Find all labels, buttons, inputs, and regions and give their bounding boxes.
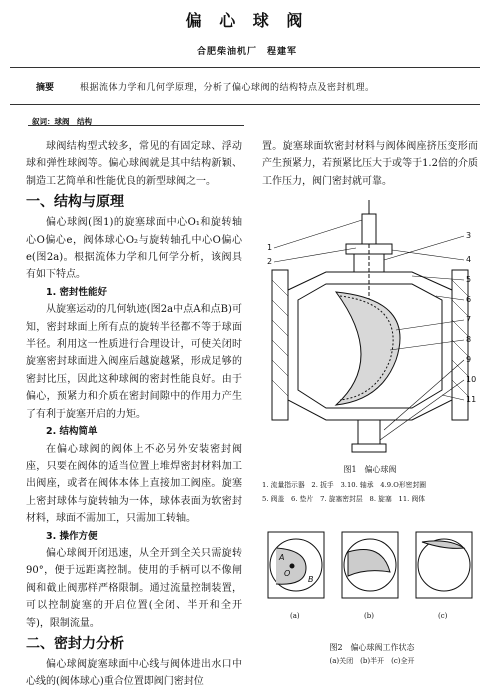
sub1-heading: 1. 密封性能好 bbox=[46, 286, 108, 298]
sub3-paragraph: 偏心球阀开闭迅速，从全开到全关只需旋转90°，便于远距离控制。使用的手柄可以不像闸阀和截止阀那样严格限制。通过流量控制装置，可以控制旋塞的开启位置(全闭、半开和全开等)，限制流量。 bbox=[26, 547, 242, 629]
state-b-plug bbox=[348, 550, 390, 577]
abstract-text: 根据流体力学和几何学原理，分析了偏心球阀的结构特点及密封机理。 bbox=[80, 83, 375, 93]
part-number-4: 4 bbox=[466, 255, 472, 264]
abstract-box bbox=[10, 67, 480, 105]
sublabel-b: (b) bbox=[364, 612, 374, 620]
sublabel-a: (a) bbox=[290, 612, 300, 620]
section1-paragraph: 偏心球阀(图1)的旋塞球面中心O₁和旋转轴心O偏心e，阀体球心O₂与旋转轴孔中心O偏心e(图2a)。根据流体力学和几何学分析，该阀具有如下特点。 bbox=[26, 217, 242, 281]
point-o-label: O bbox=[284, 569, 291, 578]
keywords: 叙词：球阀 结构 bbox=[32, 117, 92, 126]
plug bbox=[336, 292, 400, 405]
right-paragraph: 置。旋塞球面软密封材料与阀体阀座挤压变形而产生预紧力，若预紧比压大于或等于1.2倍的介质工作压力，阀门密封就可靠。 bbox=[262, 141, 478, 187]
stem-top bbox=[362, 214, 376, 244]
figure1-legend-line1: 1. 流量指示器 2. 扳手 3.10. 轴承 4.9.O形密封圈 bbox=[262, 481, 427, 489]
keywords-rule bbox=[28, 125, 244, 126]
sublabel-c: (c) bbox=[438, 612, 448, 620]
figure1-caption: 图1 偏心球阀 bbox=[343, 465, 397, 474]
bottom-bearing bbox=[358, 420, 380, 444]
point-b-label: B bbox=[308, 575, 314, 584]
paper-title: 偏 心 球 阀 bbox=[185, 11, 309, 30]
section1-heading: 一、结构与原理 bbox=[26, 194, 124, 211]
left-column bbox=[26, 138, 242, 691]
part-number-8: 8 bbox=[466, 335, 472, 344]
part-number-9: 9 bbox=[466, 355, 472, 364]
figure2-states-drawing bbox=[262, 520, 482, 620]
figure1-valve-drawing bbox=[266, 200, 482, 465]
right-column bbox=[262, 138, 478, 190]
part-number-5: 5 bbox=[466, 275, 472, 284]
section2-heading: 二、密封力分析 bbox=[26, 635, 124, 652]
section2-paragraph: 偏心球阀旋塞球面中心线与阀体进出水口中心线的(阀体球心)重合位置即阀门密封位 bbox=[26, 658, 242, 688]
sub2-heading: 2. 结构简单 bbox=[46, 426, 98, 438]
figure1-legend bbox=[262, 478, 482, 506]
author-affiliation: 合肥柴油机厂 程建军 bbox=[196, 47, 297, 57]
sub2-paragraph: 在偏心球阀的阀体上不必另外安装密封阀座，只要在阀体的适当位置上堆焊密封材料加工出阀座，或者在阀体本体上直接加工阀座。旋塞上密封球体与旋转轴为一体，球体表面为软密封材料，球面不需加工，只需加工转轴。 bbox=[26, 443, 242, 525]
part-number-6: 6 bbox=[466, 295, 472, 304]
sub3-heading: 3. 操作方便 bbox=[46, 530, 98, 542]
sub1-paragraph: 从旋塞运动的几何轨迹(图2a中点A和点B)可知，密封球面上所有点的旋转半径都不等于球面半径。利用这一性质进行合理设计，可使关闭时旋塞密封球面进入阀座后越旋越紧，形成足够的密封比压，因此这种球阀的密封性能良好。由于偏心，预紧力和介质在密封间隙中的作用力产生了有利于旋塞开启的力矩。 bbox=[26, 304, 242, 420]
part-number-11: 11 bbox=[466, 395, 477, 404]
part-number-1: 1 bbox=[267, 243, 273, 252]
point-a-label: A bbox=[279, 553, 285, 562]
part-number-2: 2 bbox=[267, 257, 273, 266]
part-number-3: 3 bbox=[466, 231, 472, 240]
part-number-7: 7 bbox=[466, 315, 472, 324]
abstract-label: 摘要 bbox=[36, 83, 55, 93]
intro-paragraph: 球阀结构型式较多，常见的有固定球、浮动球和弹性球阀等。偏心球阀就是其中结构新颖、制造工艺简单和性能优良的新型球阀之一。 bbox=[26, 141, 242, 187]
figure2-caption: 图2 偏心球阀工作状态 bbox=[329, 643, 415, 652]
left-flange bbox=[272, 270, 288, 420]
figure1-legend-line2: 5. 阀盖 6. 垫片 7. 旋塞密封层 8. 旋塞 11. 阀体 bbox=[262, 495, 426, 503]
figure2-states: (a)关闭 (b)半开 (c)全开 bbox=[329, 657, 415, 665]
part-number-10: 10 bbox=[466, 375, 477, 384]
